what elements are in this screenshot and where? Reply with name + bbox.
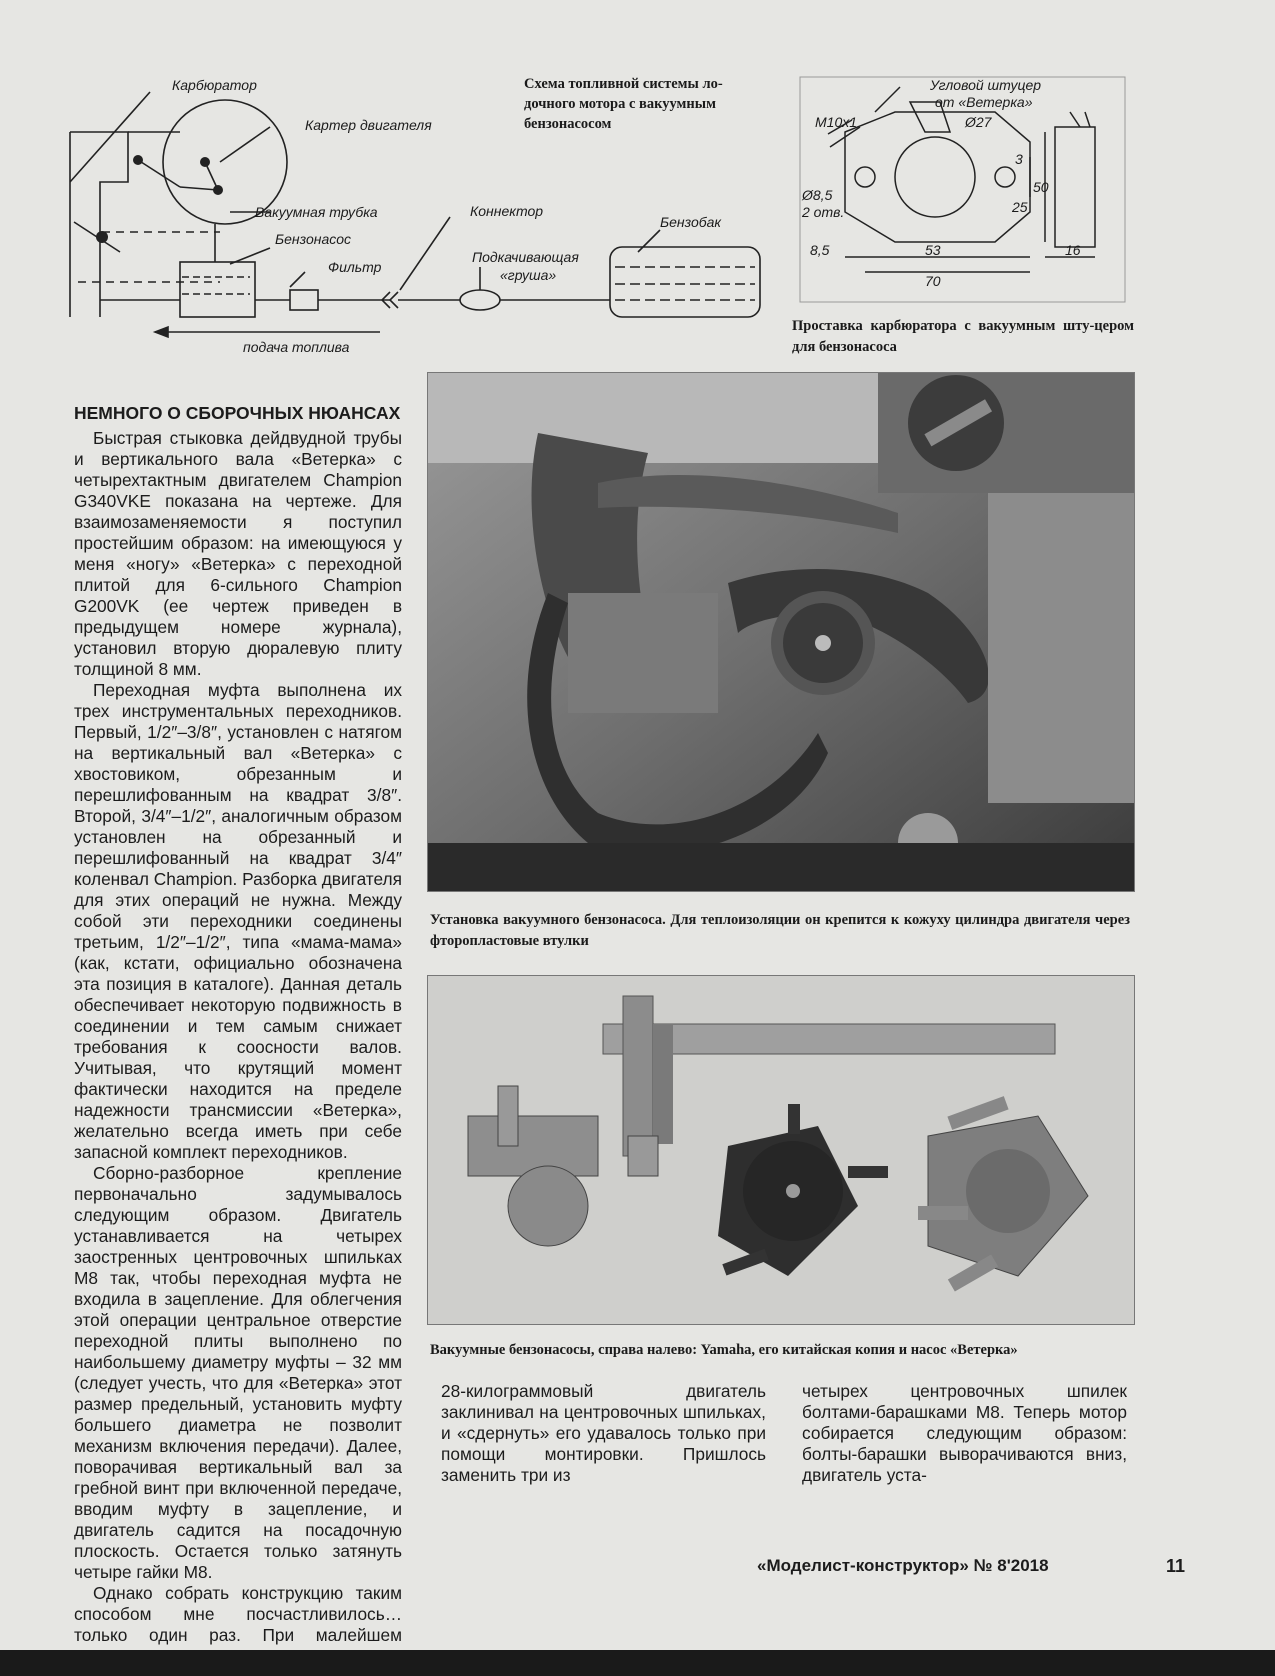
paragraph: 28-килограммовый двигатель заклинивал на центровочных шпильках, и «сдернуть» его удавалось только при помощи монтировки. Пришлось заменить три из — [441, 1381, 766, 1485]
label-dim-25: 25 — [1012, 199, 1028, 215]
paragraph: Переходная муфта выполнена их трех инструментальных переходников. Первый, 1/2″–3/8″, установлен с натягом на вертикальный вал «Ветерка» с хвостовиком, обрезанным и перешлифованным на квадрат 3/8″. Второй, 3/4″–1/2″, аналогичным образом установлен на обрезанный и перешлифованный на квадрат 3/4″ коленвал Champion. Разборка двигателя для этих операций не нужна. Между собой эти переходники соединены третьим, 1/2″–1/2″, типа «мама-мама» (как, кстати, официально обозначена эта позиция в каталоге). Данная деталь обеспечивает некоторую подвижность в соединении и тем самым снижает требования к соосности валов. Учитывая, что крутящий момент фактически находится на пределе надежности трансмиссии «Ветерка», желательно всегда иметь при себе запасной комплект переходников. — [74, 680, 402, 1162]
right-column — [802, 1381, 1127, 1486]
label-fuel-tank: Бензобак — [660, 214, 722, 230]
label-primer-line2: «груша» — [500, 267, 557, 283]
label-vacuum-tube: Вакуумная трубка — [255, 204, 378, 220]
photo2-caption: Вакуумные бензонасосы, справа налево: Yamaha, его китайская копия и насос «Ветерка» — [430, 1342, 1018, 1358]
scan-edge — [0, 1650, 1275, 1676]
label-connector: Коннектор — [470, 203, 544, 219]
paragraph: Сборно-разборное крепление первоначально задумывалось следующим образом. Двигатель устанавливается на четырех заостренных центровочных шпильках М8 так, чтобы переходная муфта не входила в зацепление. Для облегчения этой операции центральное отверстие переходной плиты выполнено по наибольшему диаметру муфты – 32 мм (следует учесть, что для «Ветерка» этот размер предельный, установить муфту большего диаметра не позволит механизм включения передачи). Далее, поворачивая вертикальный вал за гребной винт при включенной передаче, вводим муфту в зацепление, и двигатель садится на посадочную плоскость. Остается только затянуть четыре гайки М8. — [74, 1163, 402, 1582]
label-dim-3: 3 — [1015, 151, 1023, 167]
primer-bulb — [460, 290, 500, 310]
photo-vacuum-pump-installation — [427, 372, 1135, 892]
section-heading: НЕМНОГО О СБОРОЧНЫХ НЮАНСАХ — [74, 403, 401, 423]
label-thread: M10x1 — [815, 114, 858, 130]
middle-column — [441, 1381, 766, 1486]
spacer-caption: Проставка карбюратора с вакуумным шту-цером для бензонасоса — [792, 318, 1134, 355]
fuel-tank-box — [610, 247, 760, 317]
filter-box — [290, 290, 318, 310]
label-angle-fitting-1: Угловой штуцер — [930, 77, 1042, 93]
label-fuel-supply: подача топлива — [243, 339, 350, 355]
paragraph: Быстрая стыковка дейдвудной трубы и вертикального вала «Ветерка» с четырехтактным двигателем Champion G340VKE показана на чертеже. Для взаимозаменяемости я поступил простейшим образом: на имеющуюся у меня «ногу» «Ветерка» с переходной плитой для 6-сильного Champion G200VK (ее чертеж приведен в предыдущем номере журнала), установил вторую дюралевую плиту толщиной 8 мм. — [74, 428, 402, 679]
label-bore: Ø27 — [965, 114, 992, 130]
spacer-bore — [895, 137, 975, 217]
label-fuel-pump: Бензонасос — [275, 231, 352, 247]
carburetor-spacer-drawing — [790, 72, 1135, 312]
label-dim-16: 16 — [1065, 242, 1081, 258]
photo1-caption: Установка вакуумного бензонасоса. Для теплоизоляции он крепится к кожуху цилиндра двигателя через фторопластовые втулки — [430, 912, 1130, 949]
left-column — [74, 428, 402, 1667]
photo-vacuum-pumps — [427, 975, 1135, 1325]
label-dim-8-5: 8,5 — [810, 242, 830, 258]
page-number: 11 — [1166, 1556, 1186, 1576]
label-carburetor: Карбюратор — [172, 77, 257, 93]
fuel-pump-box — [180, 262, 255, 317]
label-filter: Фильтр — [328, 259, 382, 275]
label-dim-50: 50 — [1033, 179, 1049, 195]
fuel-diagram-caption: Схема топливной системы ло- дочного мотора с вакуумным бензонасосом — [524, 76, 723, 132]
label-holes-dia: Ø8,5 — [802, 187, 833, 203]
magazine-footer: «Моделист-конструктор» № 8'2018 — [757, 1556, 1049, 1575]
label-crankcase: Картер двигателя — [305, 117, 432, 133]
label-dim-70: 70 — [925, 273, 941, 289]
label-angle-fitting-2: от «Ветерка» — [935, 94, 1033, 110]
paragraph: Однако собрать конструкцию таким способом мне посчастливилось… только один раз. При малейшем — [74, 1583, 402, 1645]
label-dim-53: 53 — [925, 242, 941, 258]
label-primer-line1: Подкачивающая — [472, 249, 579, 265]
label-holes-count: 2 отв. — [802, 204, 845, 220]
paragraph: четырех центровочных шпилек болтами-барашками М8. Теперь мотор собирается следующим образом: болты-барашки выворачиваются вниз, двигатель уста- — [802, 1381, 1127, 1485]
